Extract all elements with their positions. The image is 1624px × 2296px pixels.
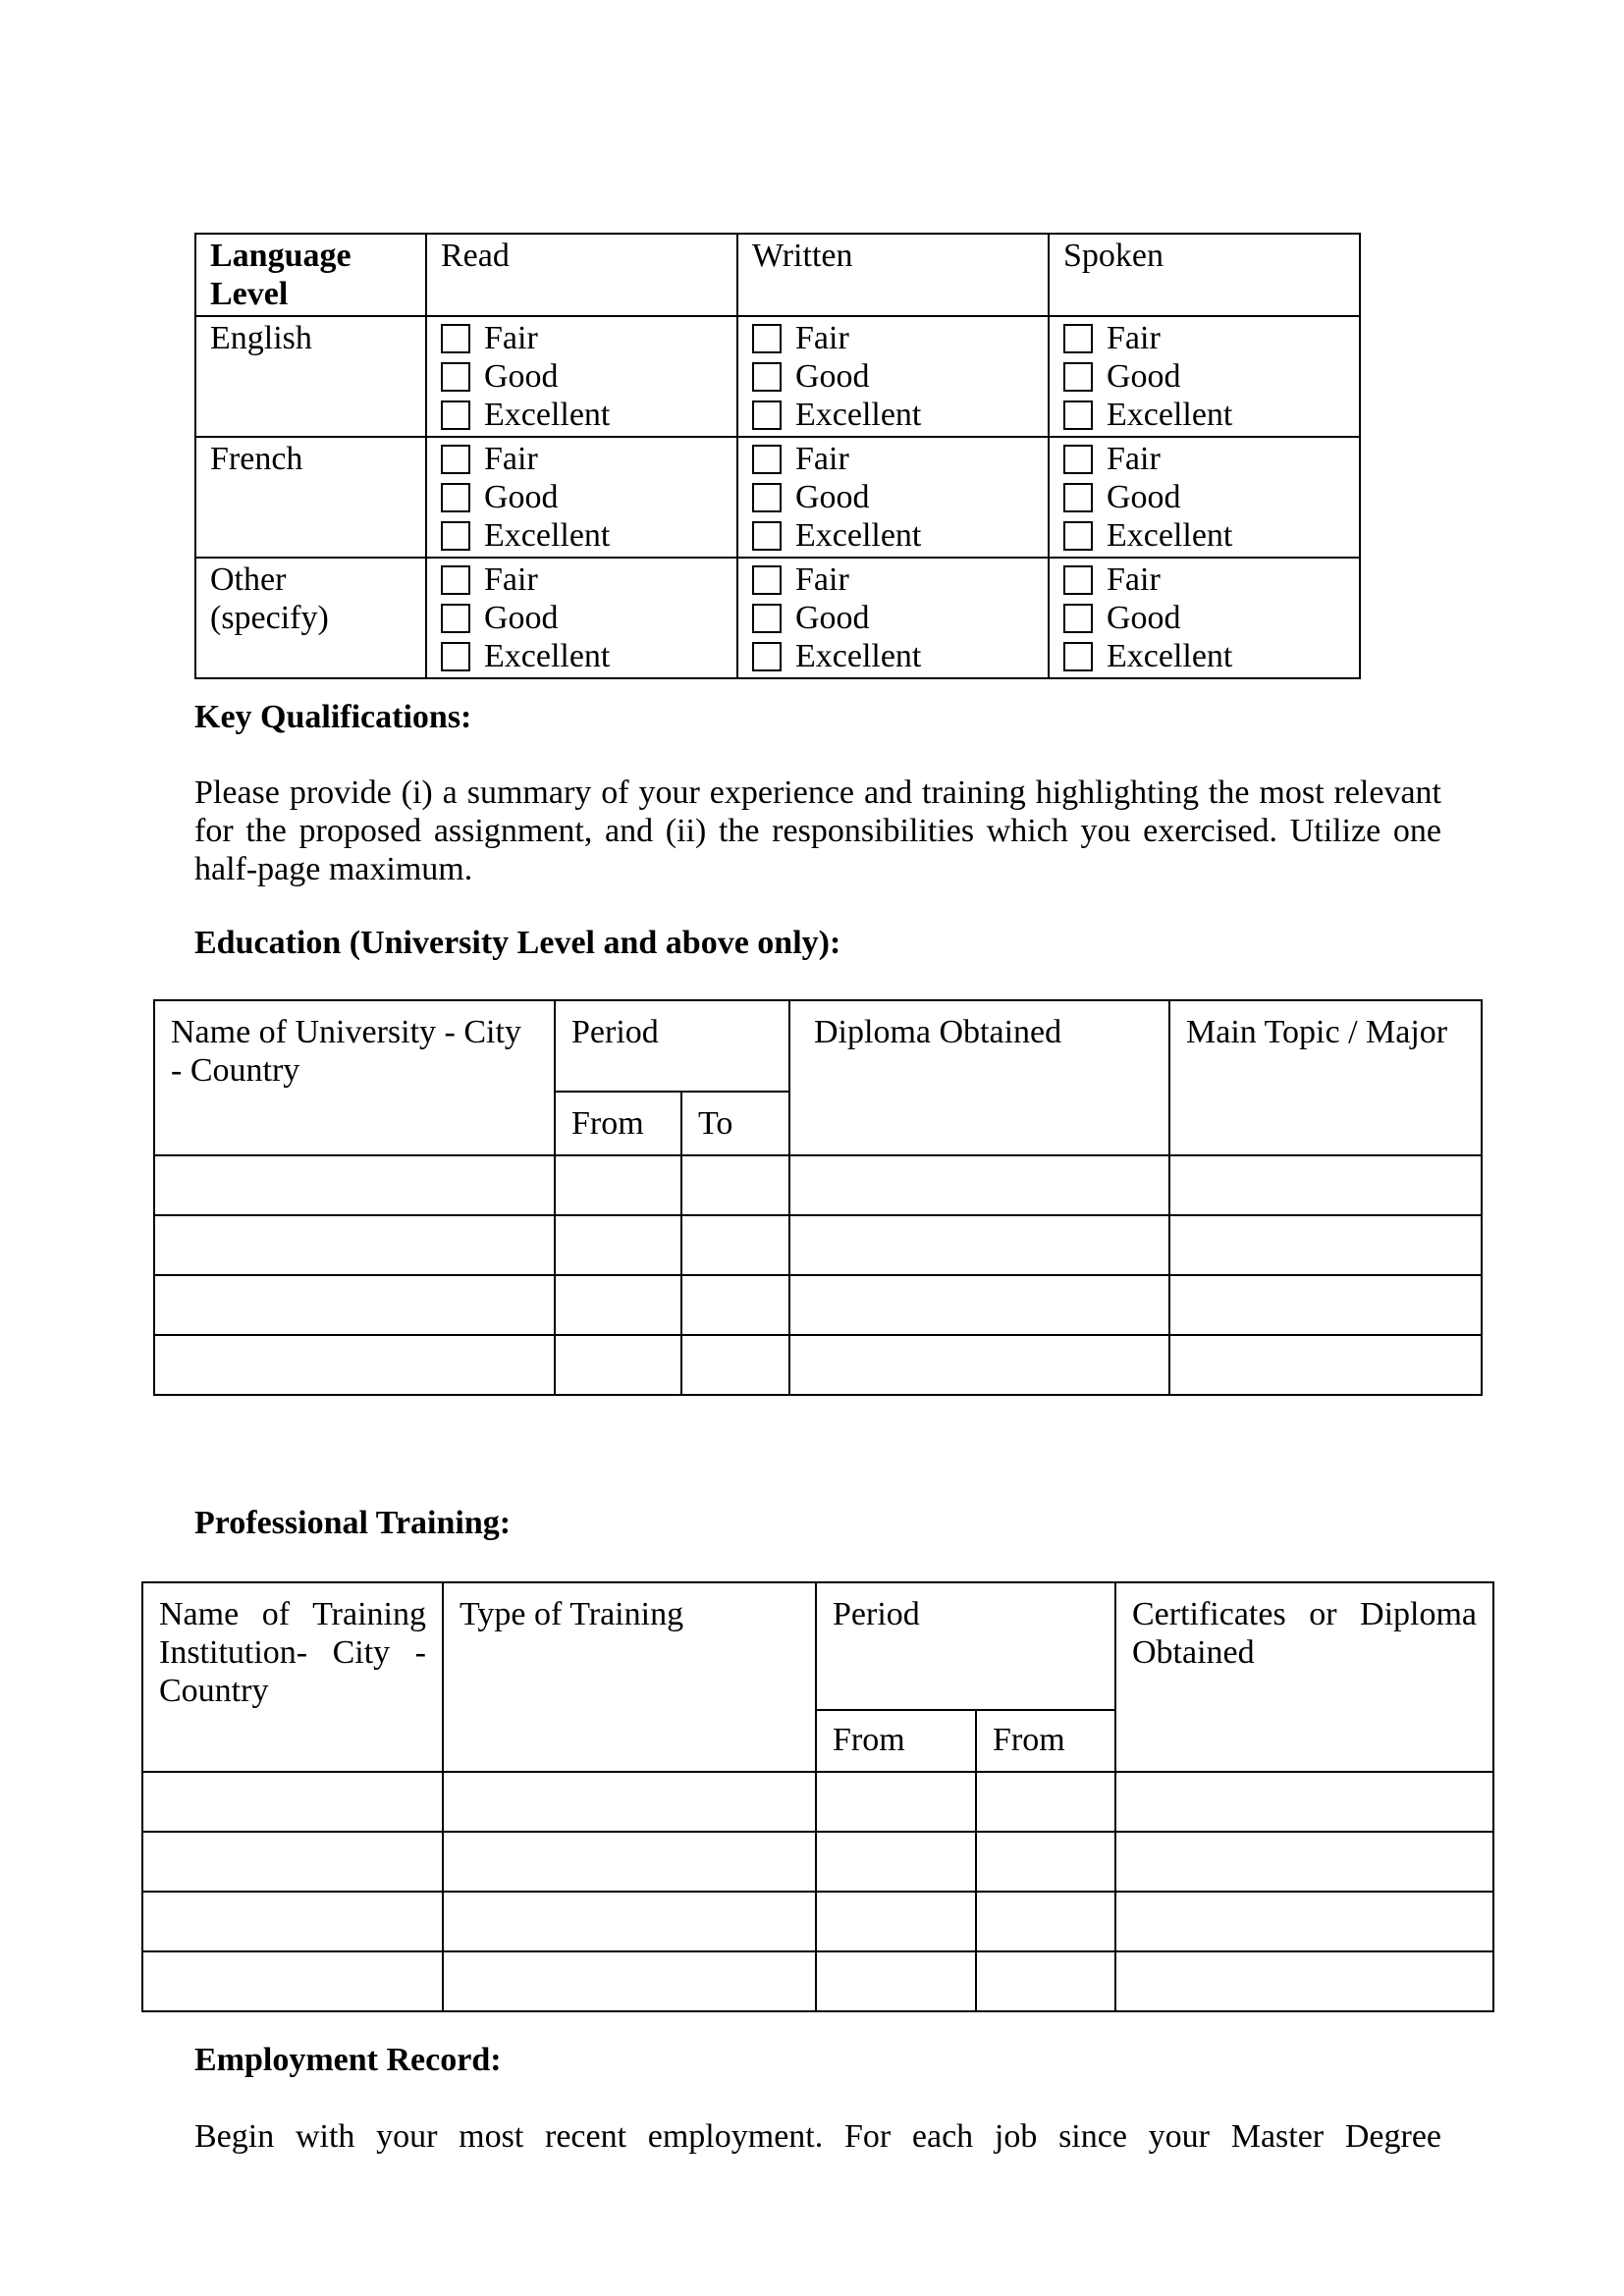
option-label: Good: [484, 358, 559, 395]
option-label: Excellent: [795, 397, 922, 433]
option-label: Excellent: [484, 397, 611, 433]
train-col-from-1: From: [816, 1710, 976, 1772]
table-row: [154, 1155, 1482, 1215]
edu-cell[interactable]: [555, 1155, 681, 1215]
checkbox[interactable]: [441, 445, 470, 474]
language-level-table: [194, 233, 1361, 679]
train-cell[interactable]: [976, 1772, 1115, 1832]
train-cell[interactable]: [443, 1892, 816, 1951]
option-label: Fair: [484, 441, 538, 477]
education-table: [153, 999, 1483, 1396]
employment-heading: Employment Record:: [194, 2042, 502, 2078]
train-cell[interactable]: [816, 1772, 976, 1832]
edu-cell[interactable]: [681, 1155, 789, 1215]
option-label: Fair: [1107, 441, 1161, 477]
table-row: [154, 1275, 1482, 1335]
edu-cell[interactable]: [681, 1275, 789, 1335]
checkbox[interactable]: [441, 362, 470, 392]
edu-col-period: Period: [555, 1000, 789, 1092]
checkbox[interactable]: [441, 521, 470, 551]
language-level-header: Language Level: [195, 234, 426, 316]
written-header: Written: [737, 234, 1049, 316]
edu-cell[interactable]: [555, 1215, 681, 1275]
train-cell[interactable]: [443, 1772, 816, 1832]
checkbox[interactable]: [752, 400, 782, 430]
train-cell[interactable]: [443, 1951, 816, 2011]
edu-cell[interactable]: [789, 1215, 1169, 1275]
edu-cell[interactable]: [1169, 1335, 1482, 1395]
checkbox[interactable]: [752, 483, 782, 512]
train-cell[interactable]: [976, 1832, 1115, 1892]
french-spoken-options: [1049, 437, 1360, 558]
other-read-options: [426, 558, 737, 678]
option-label: Excellent: [795, 638, 922, 674]
checkbox[interactable]: [441, 324, 470, 353]
option-label: Fair: [795, 561, 849, 598]
table-row: [142, 1892, 1493, 1951]
train-cell[interactable]: [1115, 1892, 1493, 1951]
checkbox[interactable]: [441, 642, 470, 671]
english-read-options: [426, 316, 737, 437]
train-col-cert: [1115, 1582, 1493, 1772]
train-col-from-2: From: [976, 1710, 1115, 1772]
option-label: Fair: [484, 320, 538, 356]
table-row: [154, 1335, 1482, 1395]
checkbox[interactable]: [752, 445, 782, 474]
edu-col-to: To: [681, 1092, 789, 1155]
edu-col-name: Name of University - City - Country: [154, 1000, 555, 1155]
checkbox[interactable]: [441, 604, 470, 633]
language-row-other: [195, 558, 1360, 678]
language-label: French: [195, 437, 426, 558]
edu-col-topic: Main Topic / Major: [1169, 1000, 1482, 1155]
table-row: [154, 1215, 1482, 1275]
checkbox[interactable]: [752, 324, 782, 353]
language-label: English: [195, 316, 426, 437]
train-cell[interactable]: [142, 1951, 443, 2011]
spoken-header: Spoken: [1049, 234, 1360, 316]
option-label: Excellent: [1107, 517, 1233, 554]
train-cell[interactable]: [816, 1951, 976, 2011]
checkbox[interactable]: [1063, 445, 1093, 474]
checkbox[interactable]: [441, 565, 470, 595]
table-row: [142, 1772, 1493, 1832]
train-cell[interactable]: [1115, 1772, 1493, 1832]
checkbox[interactable]: [1063, 324, 1093, 353]
checkbox[interactable]: [1063, 565, 1093, 595]
option-label: Fair: [795, 320, 849, 356]
edu-cell[interactable]: [154, 1155, 555, 1215]
checkbox[interactable]: [752, 604, 782, 633]
education-heading: Education (University Level and above only):: [194, 925, 841, 961]
edu-cell[interactable]: [154, 1215, 555, 1275]
train-cell[interactable]: [1115, 1832, 1493, 1892]
checkbox[interactable]: [752, 521, 782, 551]
train-cell[interactable]: [816, 1832, 976, 1892]
edu-cell[interactable]: [1169, 1275, 1482, 1335]
training-heading: Professional Training:: [194, 1505, 512, 1541]
key-qualifications-text: Please provide (i) a summary of your experience and training highlighting the most relevant for the proposed assignment, and (ii) the responsibilities which you exercised. Utilize one half-page maximum.: [194, 774, 1441, 887]
train-cell[interactable]: [976, 1951, 1115, 2011]
edu-cell[interactable]: [555, 1275, 681, 1335]
training-table: [141, 1581, 1494, 2012]
option-label: Good: [795, 479, 870, 515]
checkbox[interactable]: [1063, 483, 1093, 512]
checkbox[interactable]: [1063, 362, 1093, 392]
employment-text: Begin with your most recent employment. For each job since your Master Degree: [194, 2118, 1441, 2155]
option-label: Excellent: [484, 638, 611, 674]
option-label: Good: [1107, 600, 1181, 636]
edu-cell[interactable]: [555, 1335, 681, 1395]
read-header: Read: [426, 234, 737, 316]
language-row-english: [195, 316, 1360, 437]
option-label: Good: [795, 358, 870, 395]
edu-cell[interactable]: [154, 1335, 555, 1395]
option-label: Excellent: [1107, 638, 1233, 674]
option-label: Good: [1107, 358, 1181, 395]
option-label: Excellent: [795, 517, 922, 554]
language-label: Other (specify): [195, 558, 426, 678]
checkbox[interactable]: [752, 642, 782, 671]
option-label: Good: [795, 600, 870, 636]
edu-col-from: From: [555, 1092, 681, 1155]
other-written-options: [737, 558, 1049, 678]
table-row: [142, 1832, 1493, 1892]
other-spoken-options: [1049, 558, 1360, 678]
edu-cell[interactable]: [789, 1275, 1169, 1335]
option-label: Fair: [484, 561, 538, 598]
train-cell[interactable]: [443, 1832, 816, 1892]
edu-cell[interactable]: [789, 1155, 1169, 1215]
train-col-name: [142, 1582, 443, 1772]
french-read-options: [426, 437, 737, 558]
language-row-french: [195, 437, 1360, 558]
checkbox[interactable]: [441, 483, 470, 512]
edu-cell[interactable]: [681, 1215, 789, 1275]
english-spoken-options: [1049, 316, 1360, 437]
option-label: Fair: [1107, 561, 1161, 598]
train-col-period: Period: [816, 1582, 1115, 1710]
option-label: Good: [1107, 479, 1181, 515]
option-label: Fair: [795, 441, 849, 477]
checkbox[interactable]: [1063, 642, 1093, 671]
option-label: Excellent: [484, 517, 611, 554]
checkbox[interactable]: [1063, 604, 1093, 633]
checkbox[interactable]: [752, 565, 782, 595]
train-cell[interactable]: [976, 1892, 1115, 1951]
train-cell[interactable]: [1115, 1951, 1493, 2011]
edu-cell[interactable]: [681, 1335, 789, 1395]
option-label: Good: [484, 479, 559, 515]
checkbox[interactable]: [441, 400, 470, 430]
checkbox[interactable]: [1063, 400, 1093, 430]
edu-cell[interactable]: [789, 1335, 1169, 1395]
english-written-options: [737, 316, 1049, 437]
edu-col-diploma: Diploma Obtained: [789, 1000, 1169, 1155]
table-row: [142, 1951, 1493, 2011]
train-col-name-text: Name of Training Institution- City - Country: [159, 1596, 426, 1709]
train-col-cert-text: Certificates or Diploma Obtained: [1132, 1596, 1477, 1671]
option-label: Good: [484, 600, 559, 636]
train-cell[interactable]: [816, 1892, 976, 1951]
french-written-options: [737, 437, 1049, 558]
key-qualifications-heading: Key Qualifications:: [194, 699, 472, 735]
edu-cell[interactable]: [1169, 1215, 1482, 1275]
checkbox[interactable]: [752, 362, 782, 392]
train-cell[interactable]: [142, 1832, 443, 1892]
train-cell[interactable]: [142, 1772, 443, 1832]
option-label: Fair: [1107, 320, 1161, 356]
train-col-type: Type of Training: [443, 1582, 816, 1772]
option-label: Excellent: [1107, 397, 1233, 433]
checkbox[interactable]: [1063, 521, 1093, 551]
edu-cell[interactable]: [154, 1275, 555, 1335]
edu-cell[interactable]: [1169, 1155, 1482, 1215]
train-cell[interactable]: [142, 1892, 443, 1951]
